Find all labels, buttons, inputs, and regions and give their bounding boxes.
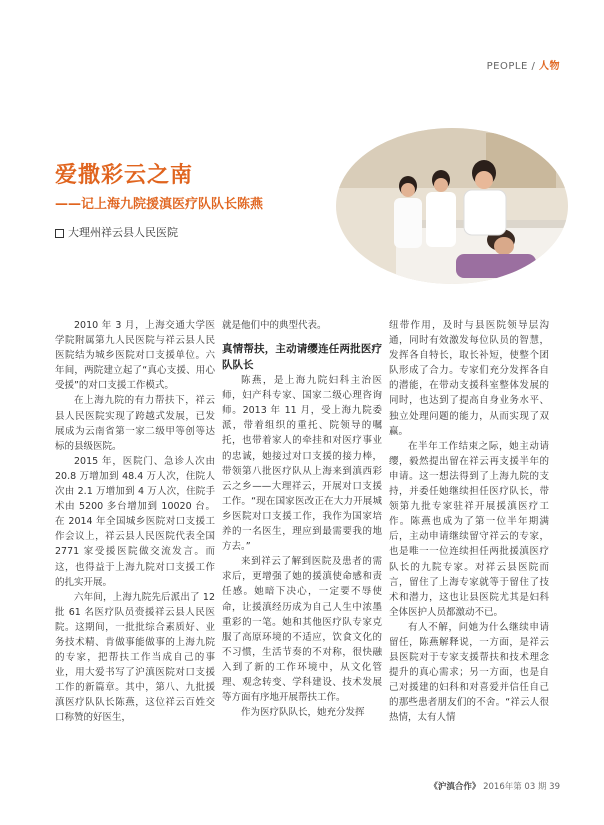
section-slash: / bbox=[527, 61, 539, 72]
section-cn: 人物 bbox=[539, 61, 560, 72]
page-number: 39 bbox=[549, 782, 560, 792]
text-column-1 bbox=[55, 318, 215, 726]
paragraph: 在半年工作结束之际，她主动请缨，毅然提出留在祥云再支援半年的申请。这一想法得到了上海九院的支持，并委任她继续担任医疗队长，带领第九批专家驻祥开展援滇医疗工作。陈燕也成为了第一位半年期满后，主动申请继续留守祥云的专家，也是唯一一位连续担任两批援滇医疗队长的九院专家。对祥云县医院而言，留住了上海专家就等于留住了技术和潜力，这也让县医院尤其是妇科全体医护人员都激动不已。 bbox=[389, 440, 549, 618]
page-footer bbox=[429, 780, 560, 792]
magazine-name: 《沪滇合作》 bbox=[429, 782, 481, 792]
paragraph: 2015 年，医院门、急诊人次由 20.8 万增加到 48.4 万人次，住院人次由 2.1 万增加到 4 万人次，住院手术由 5200 多台增加到 10020 台。在 2014 年全国城乡医院对口支援工作会议上，祥云县人民医院代表全国 2771 家受援医院做交流发言。而这，也得益于上海九院对口支援工作的扎实开展。 bbox=[55, 455, 215, 588]
article-subtitle: ——记上海九院援滇医疗队队长陈燕 bbox=[55, 197, 264, 212]
paragraph: 2010 年 3 月，上海交通大学医学院附属第九人民医院与祥云县人民医院结为城乡医院对口支援单位。六年间，两院建立起了“真心支援、用心受援”的对口支援工作模式。 bbox=[55, 320, 215, 392]
paragraph-continued: 纽带作用，及时与县医院领导层沟通，同时有效激发每位队员的智慧，发挥各自特长，取长补短，使整个团队形成了合力。专家们充分发挥各自的潜能，在带动支援科室整体发展的同时，也达到了提高自身业务水平、独立处理问题的能力，从而实现了双赢。 bbox=[389, 320, 549, 437]
issue-number: 年第 03 期 bbox=[504, 782, 547, 792]
paragraph: 作为医疗队队长，她充分发挥 bbox=[241, 707, 365, 719]
text-column-2 bbox=[222, 318, 382, 720]
paragraph: 陈燕，是上海九院妇科主治医师，妇产科专家、国家二级心理咨询师。2013 年 11 月，受上海九院委派，带着组织的重托、院领导的嘱托，也带着家人的牵挂和对医疗事业的忠诚，她接过对口支援的接力棒，带领第八批医疗队从上海来到滇西彩云之乡——大理祥云，开展对口支援工作。“现在国家医改正在大力开展城乡医院对口支援工作，我作为国家培养的一名医生，理应到最需要我的地方去。” bbox=[222, 375, 382, 553]
author-line bbox=[55, 224, 178, 240]
paragraph: 六年间，上海九院先后派出了 12 批 61 名医疗队员赍援祥云县人民医院。这期间，一批批综合素质好、业务技术精、肯做事能做事的上海九院的专家，把帮扶工作当成自己的事业，用大爱书写了沪滇医院对口支援工作的新篇章。其中，第八、九批援滇医疗队队长陈燕，这位祥云百姓交口称赞的好医生， bbox=[55, 591, 215, 724]
article-photo bbox=[336, 128, 568, 284]
paragraph: 来到祥云了解到医院及患者的需求后，更增强了她的援滇使命感和责任感。她暗下决心，一定要不辱使命，让援滇经历成为自己人生中浓墨重彩的一笔。她和其他医疗队专家克服了高原环境的不适应，饮食文化的不习惯，生活节奏的不对称，很快融入到了新的工作环境中，从文化管理、观念转变、学科建设、技术发展等方面有序地开展帮扶工作。 bbox=[222, 556, 382, 704]
author-name: 大理州祥云县人民医院 bbox=[68, 226, 178, 239]
paragraph: 有人不解，问她为什么继续申请留任，陈燕解释说，一方面，是祥云县医院对于专家支援帮扶和技术理念提升的真心需求；另一方面，也是自己对援建的妇科和对喜爱并信任自己的那些患者朋友们的不舍。“祥云人很热情，太有人情 bbox=[389, 621, 549, 724]
hospital-scene-image bbox=[336, 128, 568, 284]
text-column-3 bbox=[389, 318, 549, 726]
issue-year: 2016 bbox=[483, 782, 505, 792]
paragraph-continued: 就是他们中的典型代表。 bbox=[222, 320, 327, 331]
section-tag bbox=[487, 57, 560, 72]
paragraph: 在上海九院的有力帮扶下，祥云县人民医院实现了跨越式发展，已发展成为云南省第一家二级甲等创等达标的县级医院。 bbox=[55, 395, 215, 452]
section-en: PEOPLE bbox=[486, 61, 528, 72]
author-box-icon bbox=[55, 229, 64, 238]
section-heading: 真情帮扶，主动请缨连任两批医疗队队长 bbox=[222, 343, 382, 372]
article-title: 爱撒彩云之南 bbox=[55, 163, 194, 188]
